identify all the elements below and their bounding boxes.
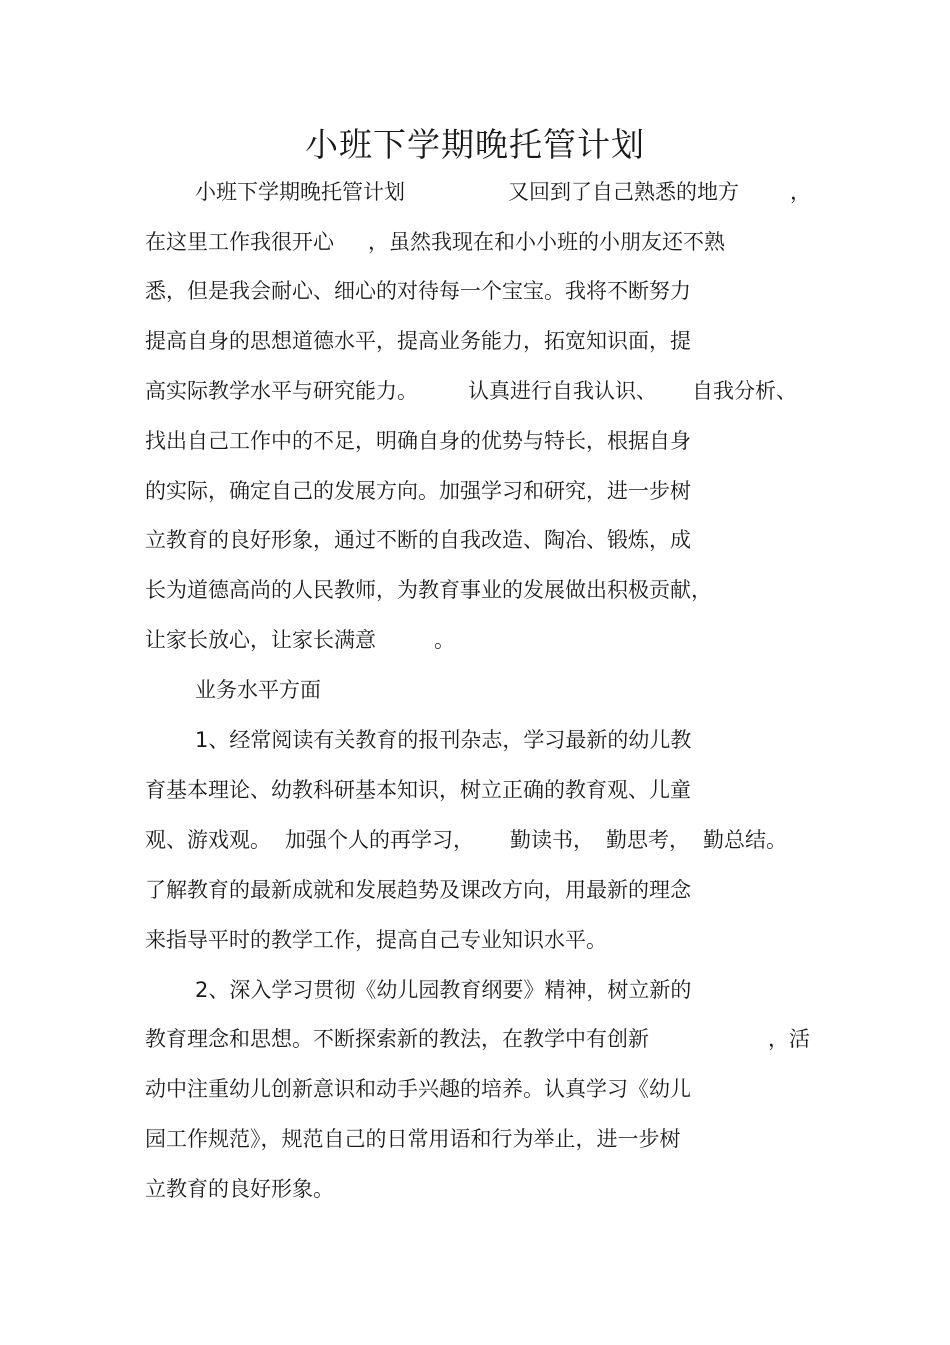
text-line: 教育理念和思想。不断探索新的教法，在教学中有创新 — [145, 1027, 649, 1051]
text-line: 立教育的良好形象，通过不断的自我改造、陶冶、锻炼，成 — [145, 528, 691, 552]
text-line: 育基本理论、幼教科研基本知识，树立正确的教育观、儿童 — [145, 778, 691, 802]
text-line: 在这里工作我很开心 — [145, 230, 334, 254]
text-line: 的实际，确定自己的发展方向。加强学习和研究，进一步树 — [145, 479, 691, 503]
text-line: 。 — [434, 628, 455, 652]
text-line: 观、游戏观。 — [145, 828, 271, 852]
text-line: 找出自己工作中的不足，明确自身的优势与特长，根据自身 — [145, 429, 691, 453]
text-line: ， — [790, 180, 811, 204]
text-line: 勤思考， — [606, 828, 690, 852]
text-line: 又回到了自己熟悉的地方 — [508, 180, 739, 204]
text-line: 了解教育的最新成就和发展趋势及课改方向，用最新的理念 — [145, 878, 691, 902]
text-line: 提高自身的思想道德水平，提高业务能力，拓宽知识面，提 — [145, 329, 691, 353]
section-heading: 业务水平方面 — [195, 678, 321, 702]
text-line: 小班下学期晚托管计划 — [195, 180, 405, 204]
text-line: 长为道德高尚的人民教师，为教育事业的发展做出积极贡献， — [145, 578, 712, 602]
document-title: 小班下学期晚托管计划 — [305, 125, 645, 164]
text-line: 2、深入学习贯彻《幼儿园教育纲要》精神，树立新的 — [195, 978, 692, 1002]
text-line: 园工作规范》，规范自己的日常用语和行为举止，进一步树 — [145, 1127, 681, 1151]
text-line: 勤读书， — [510, 828, 594, 852]
text-line: 高实际教学水平与研究能力。 — [145, 379, 418, 403]
text-line: 1、经常阅读有关教育的报刊杂志，学习最新的幼儿教 — [195, 728, 692, 752]
text-line: 勤总结。 — [703, 828, 787, 852]
text-line: 悉，但是我会耐心、细心的对待每一个宝宝。我将不断努力 — [145, 279, 691, 303]
text-line: 让家长放心，让家长满意 — [145, 628, 376, 652]
text-line: 立教育的良好形象。 — [145, 1177, 334, 1201]
text-line: ，虽然我现在和小小班的小朋友还不熟 — [368, 230, 725, 254]
text-line: ，活 — [768, 1027, 810, 1051]
text-line: 动中注重幼儿创新意识和动手兴趣的培养。认真学习《幼儿 — [145, 1077, 691, 1101]
text-line: 自我分析、 — [692, 379, 797, 403]
text-line: 加强个人的再学习， — [285, 828, 474, 852]
text-line: 来指导平时的教学工作，提高自己专业知识水平。 — [145, 928, 607, 952]
text-line: 认真进行自我认识、 — [468, 379, 657, 403]
